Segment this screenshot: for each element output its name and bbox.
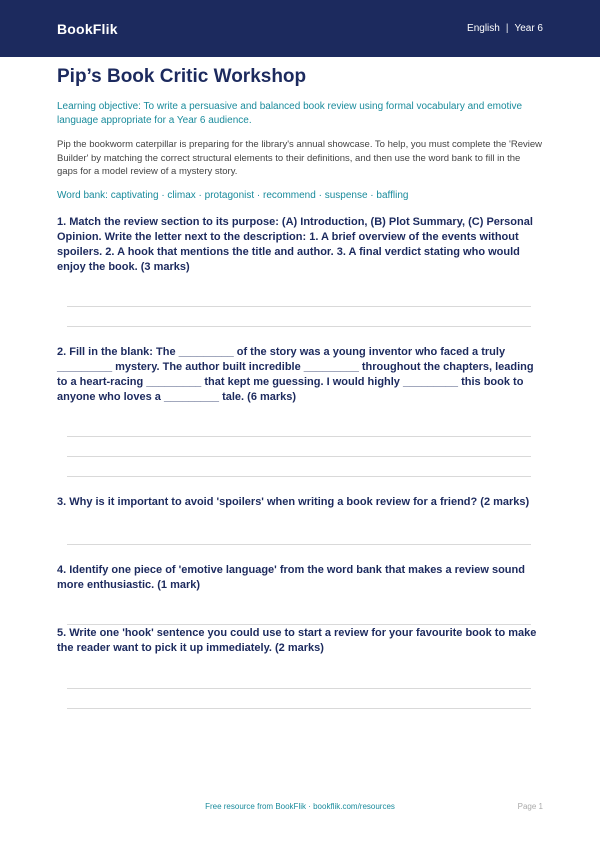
question-2: 2. Fill in the blank: The _________ of the story was a young inventor who faced a truly _________ mystery. The author built incredible _________ throughout the chapters, leading to a heart-racing _________ that kept me guessing. I would highly _________ this book to anyone who loves a _________ tale. (6 marks) [57,346,534,403]
answer-line[interactable] [67,306,531,307]
answer-line[interactable] [67,624,531,625]
answer-line[interactable] [67,708,531,709]
subject-label: English [467,23,500,34]
page-number: Page 1 [517,802,543,811]
answer-line[interactable] [67,326,531,327]
question-3: 3. Why is it important to avoid 'spoilers' when writing a book review for a friend? (2 marks) [57,496,530,508]
question-4: 4. Identify one piece of 'emotive language' from the word bank that makes a review sound more enthusiastic. (1 mark) [57,564,525,591]
meta-separator: | [505,23,509,34]
answer-line[interactable] [67,456,531,457]
question-1: 1. Match the review section to its purpose: (A) Introduction, (B) Plot Summary, (C) Personal Opinion. Write the letter next to the description: 1. A brief overview of the events without spoilers. 2. A hook that mentions the title and author. 3. A final verdict stating who would enjoy the book. (3 marks) [57,216,533,273]
header-bar [0,0,600,57]
word-bank: Word bank: captivating · climax · protagonist · recommend · suspense · baffling [57,189,409,201]
header-meta [467,23,543,34]
answer-line[interactable] [67,544,531,545]
question-5: 5. Write one 'hook' sentence you could use to start a review for your favourite book to make the reader want to pick it up immediately. (2 marks) [57,627,537,654]
year-label: Year 6 [514,23,543,34]
answer-line[interactable] [67,476,531,477]
answer-line[interactable] [67,688,531,689]
footer-credit: Free resource from BookFlik · bookflik.com/resources [205,802,395,811]
footer [0,800,600,814]
learning-objective: Learning objective: To write a persuasive and balanced book review using formal vocabulary and emotive language appropriate for a Year 6 audience. [57,101,523,126]
answer-line[interactable] [67,436,531,437]
intro-section [57,64,543,203]
intro-paragraph: Pip the bookworm caterpillar is preparing for the library's annual showcase. To help, you must complete the 'Review Builder' by matching the correct structural elements to their definitions, and then use the word bank to fill in the gaps for a model review of a mystery story. [57,139,543,177]
brand-logo-text: BookFlik [57,20,118,37]
page-title: Pip’s Book Critic Workshop [57,66,307,87]
